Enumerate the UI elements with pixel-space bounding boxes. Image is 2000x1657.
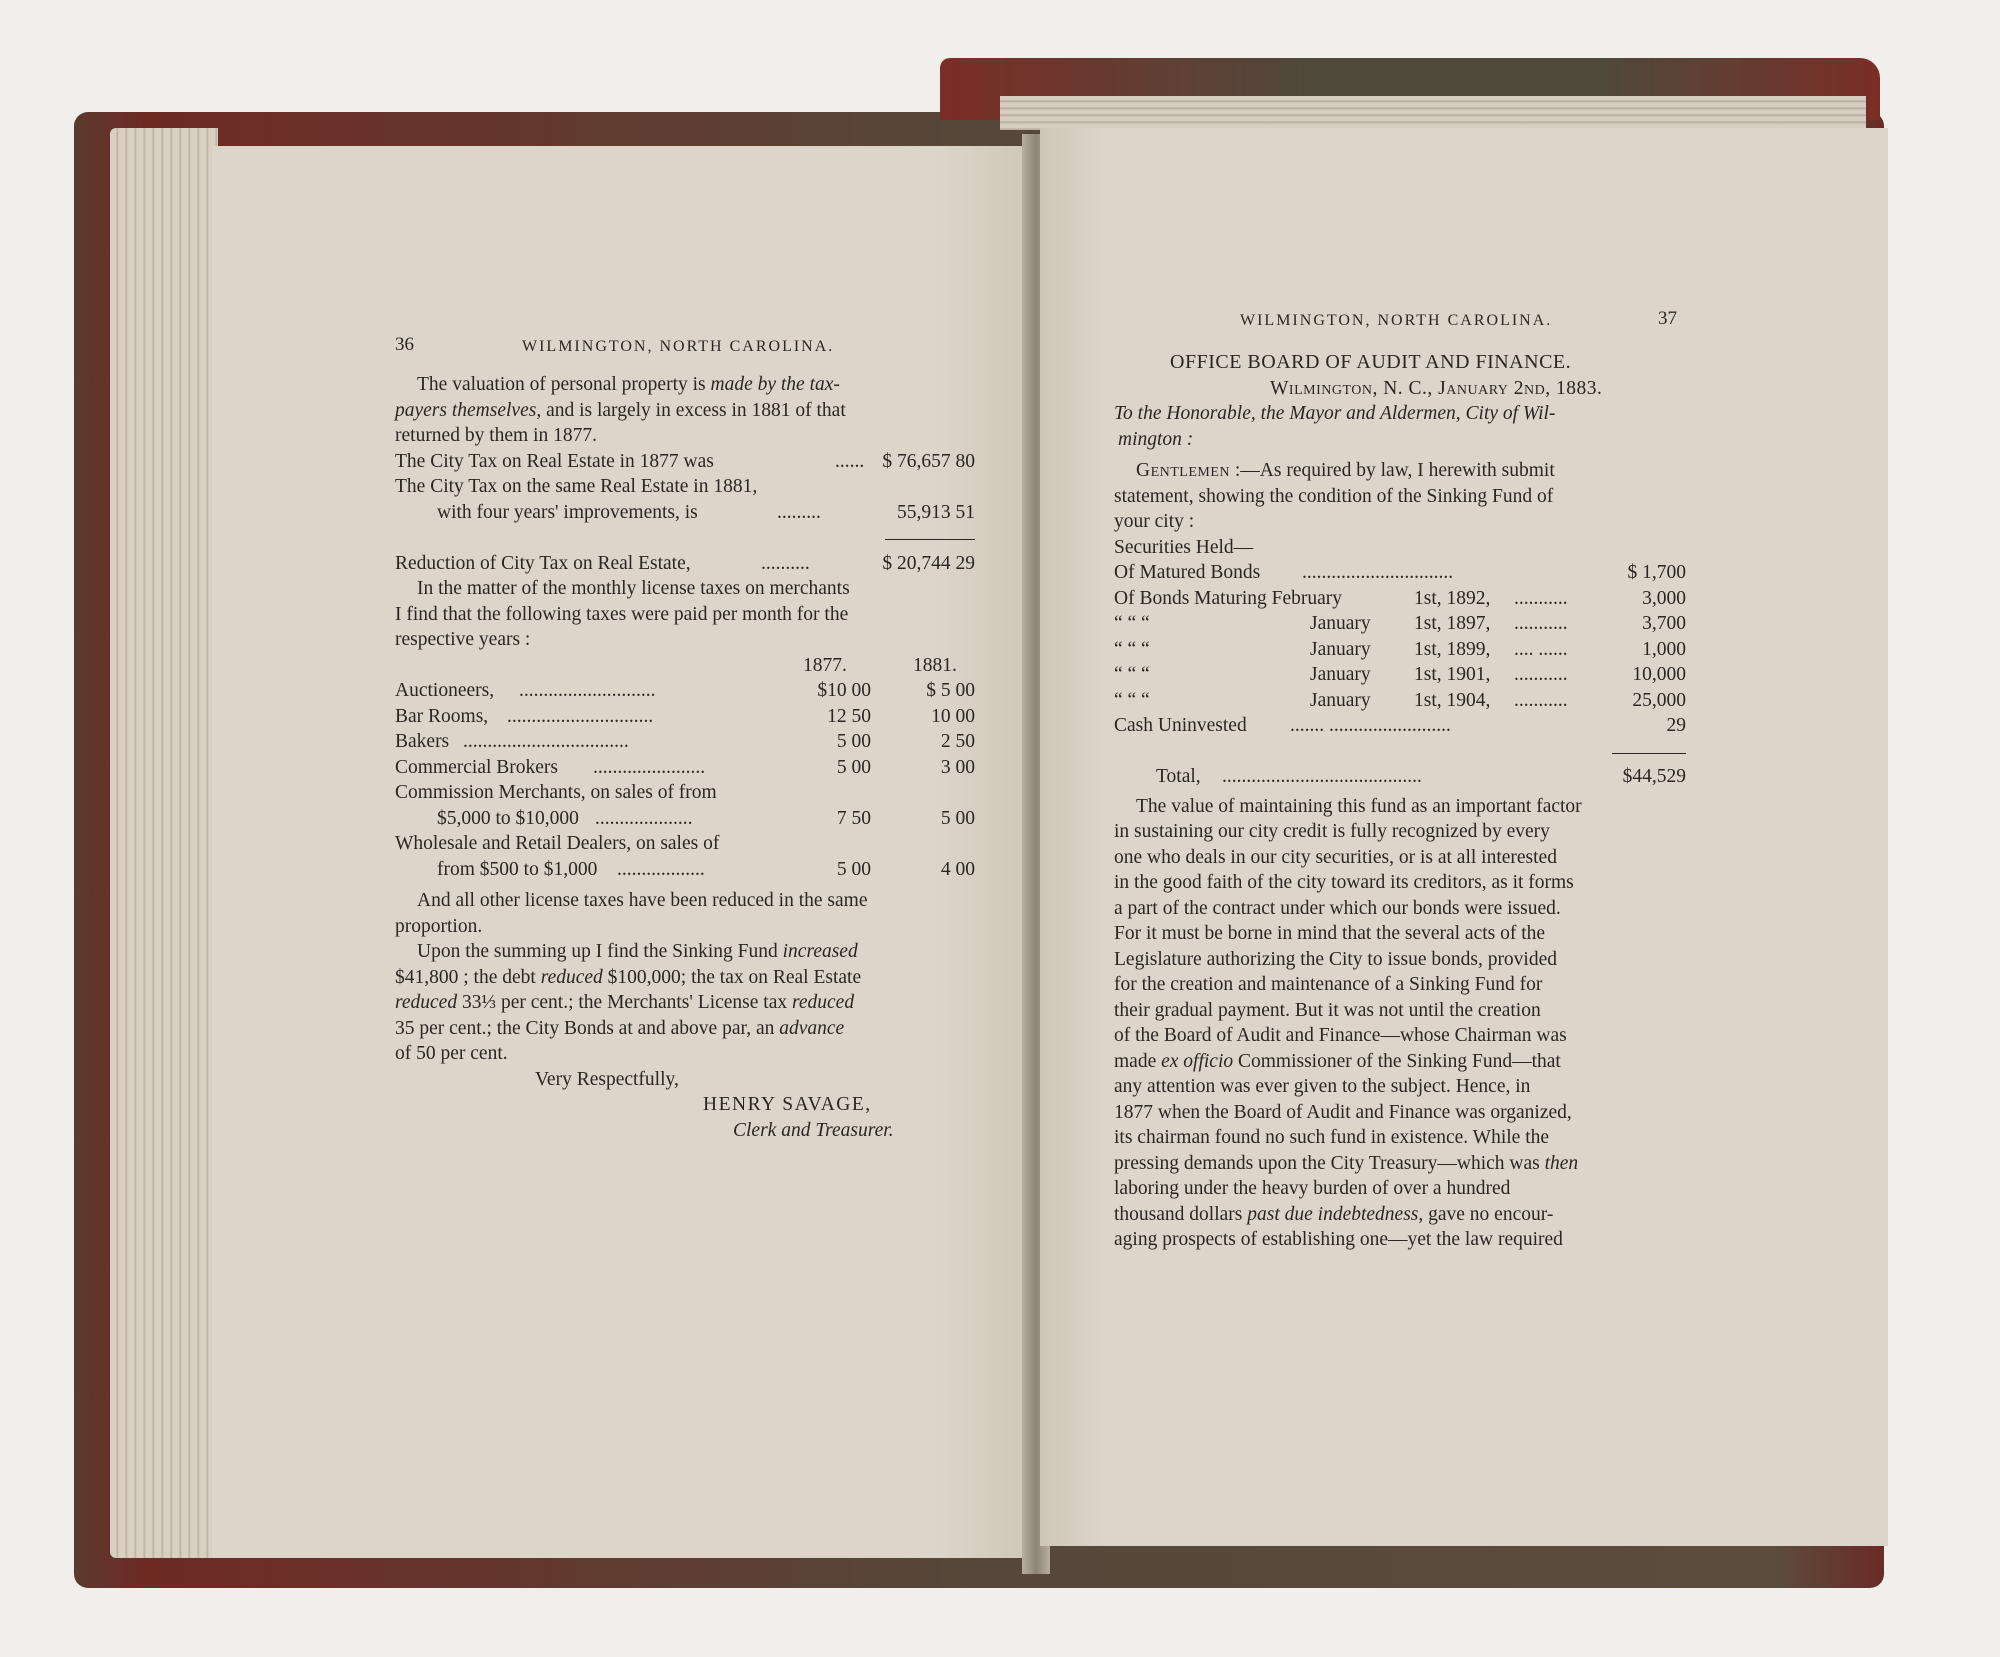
text-line: proportion. (395, 915, 483, 937)
signature-title: Clerk and Treasurer. (733, 1119, 894, 1141)
tax-line: The City Tax on Real Estate in 1877 was ...... $ 76,657 80 (395, 450, 975, 472)
securities-row: “ “ “ January 1st, 1899, .... ...... 1,000 (1114, 638, 1686, 660)
total-row: Total, ......................................... $44,529 (1156, 766, 1686, 787)
text-line: The valuation of personal property is made by the tax- (417, 374, 840, 395)
table-row: Wholesale and Retail Dealers, on sales of (395, 833, 720, 854)
text-line: And all other license taxes have been reduced in the same (417, 890, 868, 911)
text-line: made ex officio Commissioner of the Sinking Fund—that (1114, 1050, 1561, 1072)
table-header: 1877. 1881. (803, 654, 957, 676)
address-line: To the Honorable, the Mayor and Aldermen, City of Wil- (1114, 403, 1556, 424)
securities-row: “ “ “ January 1st, 1897, ........... 3,700 (1114, 613, 1686, 634)
securities-row: Of Matured Bonds ............................... $ 1,700 (1114, 562, 1686, 583)
left-page (212, 146, 1034, 1558)
running-head: WILMINGTON, NORTH CAROLINA. (522, 338, 835, 355)
text-line: reduced 33⅓ per cent.; the Merchants' License tax reduced (395, 992, 855, 1013)
text-line: your city : (1114, 511, 1195, 532)
tax-line: with four years' improvements, is ......... 55,913 51 (437, 501, 975, 523)
text-line: returned by them in 1877. (395, 425, 597, 446)
text-line: The value of maintaining this fund as an important factor (1136, 795, 1582, 817)
page-number: 36 (395, 334, 414, 355)
page-number: 37 (1658, 308, 1677, 329)
sum-rule (885, 539, 975, 540)
text-line: their gradual payment. But it was not until the creation (1114, 999, 1541, 1021)
text-line: pressing demands upon the City Treasury—which was then (1114, 1152, 1579, 1174)
text-line: any attention was ever given to the subject. Hence, in (1114, 1076, 1531, 1097)
total-rule (1612, 753, 1686, 754)
text-line: payers themselves, and is largely in excess in 1881 of that (395, 399, 846, 421)
tax-line: The City Tax on the same Real Estate in 1881, (395, 476, 758, 497)
text-line: In the matter of the monthly license taxes on merchants (417, 578, 850, 599)
text-line: its chairman found no such fund in existence. While the (1114, 1127, 1550, 1148)
running-head: WILMINGTON, NORTH CAROLINA. (1240, 312, 1553, 329)
text-line: 1877 when the Board of Audit and Finance was organized, (1114, 1101, 1572, 1123)
text-line: of 50 per cent. (395, 1043, 508, 1064)
address-line: mington : (1118, 428, 1194, 450)
table-row: Commercial Brokers ....................... 5 00 3 00 (395, 756, 975, 778)
securities-row: “ “ “ January 1st, 1901, ........... 10,000 (1114, 664, 1686, 685)
text-line: respective years : (395, 629, 531, 650)
text-line: For it must be borne in mind that the several acts of the (1114, 923, 1546, 944)
right-body-text (1114, 350, 1686, 1253)
table-row: Auctioneers, ............................ $10 00 $ 5 00 (395, 680, 975, 701)
closing: Very Respectfully, (535, 1068, 679, 1090)
text-line: Securities Held— (1114, 536, 1254, 558)
text-line: one who deals in our city securities, or is at all interested (1114, 846, 1557, 868)
text-line: Legislature authorizing the City to issue bonds, provided (1114, 948, 1558, 970)
dateline: Wilmington, N. C., January 2nd, 1883. (1270, 377, 1603, 399)
signature-name: HENRY SAVAGE, (703, 1094, 872, 1115)
securities-row: “ “ “ January 1st, 1904, ........... 25,000 (1114, 689, 1686, 711)
text-line: aging prospects of establishing one—yet the law required (1114, 1229, 1563, 1250)
text-line: of the Board of Audit and Finance—whose Chairman was (1114, 1025, 1567, 1046)
table-row: $5,000 to $10,000 .................... 7 50 5 00 (437, 807, 975, 829)
text-line: $41,800 ; the debt reduced $100,000; the tax on Real Estate (395, 966, 862, 988)
text-line: 35 per cent.; the City Bonds at and above par, an advance (395, 1017, 845, 1039)
section-heading: OFFICE BOARD OF AUDIT AND FINANCE. (1170, 351, 1572, 373)
sum-rule-row (395, 525, 975, 551)
text-line: for the creation and maintenance of a Sinking Fund for (1114, 974, 1543, 995)
text-line: in sustaining our city credit is fully recognized by every (1114, 821, 1550, 842)
total-rule-row (1114, 739, 1686, 765)
left-body-text (395, 372, 975, 1143)
table-row: Bar Rooms, .............................. 12 50 10 00 (395, 705, 975, 727)
securities-row: Of Bonds Maturing February 1st, 1892, ........... 3,000 (1114, 587, 1686, 609)
text-line: laboring under the heavy burden of over a hundred (1114, 1178, 1511, 1199)
securities-row: Cash Uninvested ....... ......................... 29 (1114, 715, 1686, 736)
tax-line: Reduction of City Tax on Real Estate, .......... $ 20,744 29 (395, 552, 975, 574)
table-row: Commission Merchants, on sales of from (395, 782, 717, 803)
right-page (1040, 128, 1888, 1546)
salutation: Gentlemen (1136, 460, 1231, 481)
text-line: Upon the summing up I find the Sinking Fund increased (417, 941, 858, 962)
text-line: I find that the following taxes were paid per month for the (395, 603, 849, 625)
table-row: Bakers .................................. 5 00 2 50 (395, 731, 975, 752)
text-line: in the good faith of the city toward its creditors, as it forms (1114, 872, 1574, 893)
table-row: from $500 to $1,000 .................. 5 00 4 00 (437, 858, 975, 880)
text-line: Gentlemen :—As required by law, I herewith submit (1136, 460, 1555, 481)
right-page-edges (1000, 96, 1866, 130)
left-page-edges (110, 128, 218, 1558)
text-line: a part of the contract under which our bonds were issued. (1114, 897, 1561, 919)
text-line: thousand dollars past due indebtedness, gave no encour- (1114, 1203, 1554, 1225)
text-line: statement, showing the condition of the Sinking Fund of (1114, 485, 1554, 507)
